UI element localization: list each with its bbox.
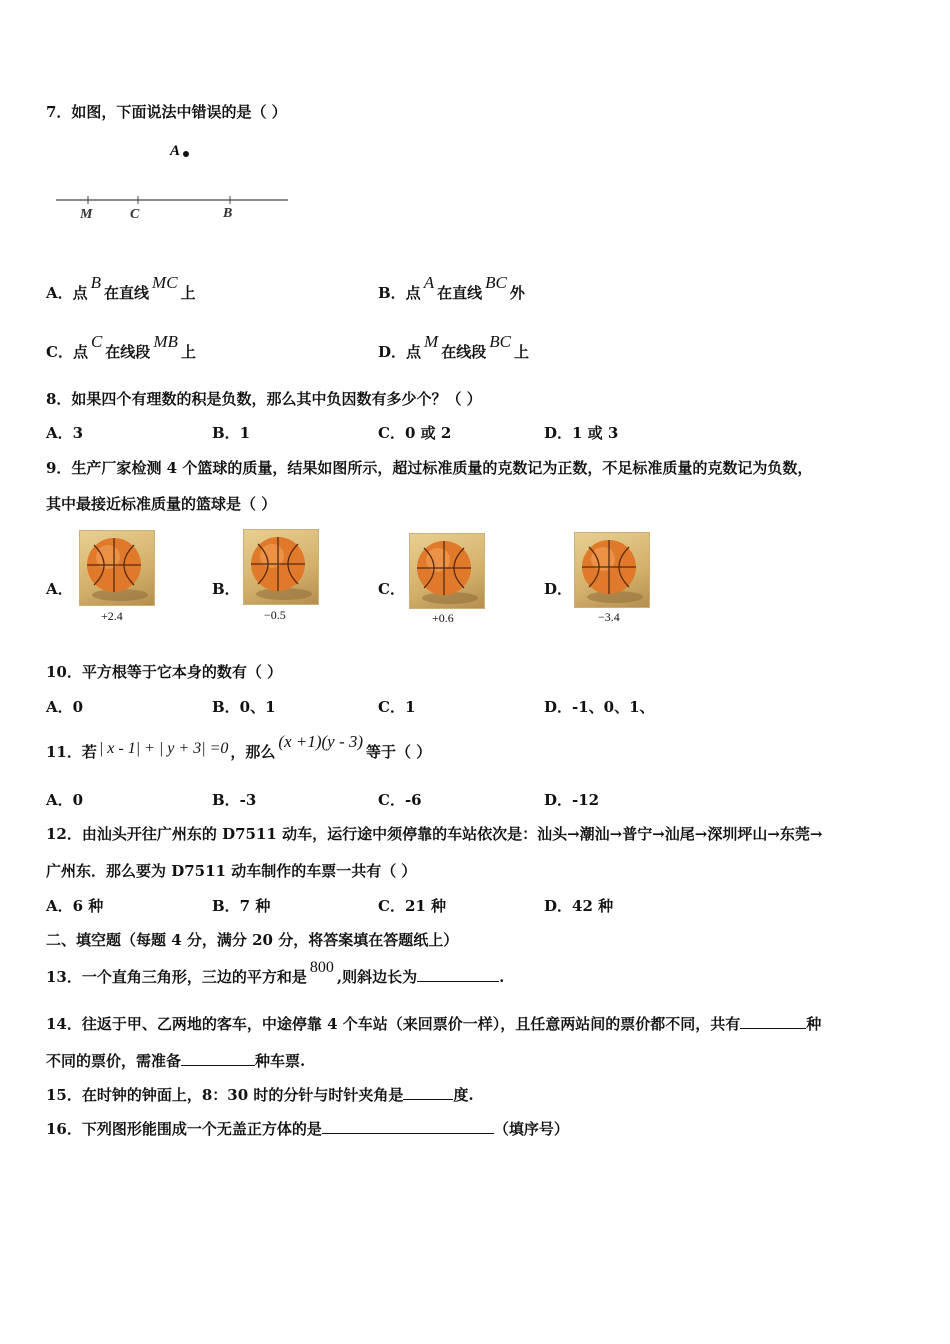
q7-option-d[interactable]: D．点M在线段BC上 [378, 332, 529, 361]
q9-value-a: +2.4 [101, 609, 123, 623]
q12-option-b[interactable]: B．7 种 [212, 897, 271, 915]
q11-option-b[interactable]: B．-3 [212, 791, 257, 809]
q9-option-b-label[interactable]: B． [212, 580, 240, 598]
q9-value-c: +0.6 [432, 611, 454, 625]
q14-answer-blank-2[interactable] [181, 1051, 255, 1066]
q13-stem: 13．一个直角三角形，三边的平方和是800,则斜边长为 . [46, 959, 505, 986]
q9-stem-line2: 其中最接近标准质量的篮球是（ ） [46, 495, 277, 513]
point-a-dot [183, 151, 189, 157]
q15-answer-blank[interactable] [403, 1085, 453, 1100]
q8-option-c[interactable]: C．0 或 2 [378, 424, 452, 442]
label-c: C [130, 207, 140, 222]
q11-expression: (x +1)(y - 3) [278, 732, 364, 751]
q12-option-c[interactable]: C．21 种 [378, 897, 447, 915]
q16-stem: 16．下列图形能围成一个无盖正方体的是 （填序号） [46, 1120, 569, 1138]
q16-answer-blank[interactable] [322, 1119, 494, 1134]
basketball-image [409, 533, 485, 609]
q7-figure [50, 140, 300, 230]
q9-option-d-label[interactable]: D． [544, 580, 573, 598]
q12-stem-line2: 广州东．那么要为 D7511 动车制作的车票一共有（ ） [46, 862, 417, 880]
q9-option-c-label[interactable]: C． [378, 580, 405, 598]
q10-stem: 10．平方根等于它本身的数有（ ） [46, 663, 283, 681]
q9-value-b: −0.5 [264, 608, 286, 622]
label-m: M [80, 207, 93, 222]
q11-stem: 11．若 | x - 1| + | y + 3| =0 ，那么(x +1)(y - 3)等于（ ） [46, 732, 432, 761]
q14-line2: 不同的票价，需准备 种车票. [46, 1052, 306, 1070]
q9-value-d: −3.4 [598, 610, 620, 624]
q12-stem-line1: 12．由汕头开往广州东的 D7511 动车，运行途中须停靠的车站依次是：汕头→潮汕→普宁→汕尾→深圳坪山→东莞→ [46, 825, 823, 843]
q10-option-b[interactable]: B．0、1 [212, 698, 276, 716]
q14-line1: 14．往返于甲、乙两地的客车，中途停靠 4 个车站（来回票价一样），且任意两站间的票价都不同，共有 种 [46, 1015, 822, 1033]
q11-option-a[interactable]: A．0 [46, 791, 84, 809]
q11-option-c[interactable]: C．-6 [378, 791, 422, 809]
q10-option-d[interactable]: D．-1、0、1、 [544, 698, 655, 716]
q8-option-d[interactable]: D．1 或 3 [544, 424, 619, 442]
basketball-image [243, 529, 319, 605]
q8-stem: 8．如果四个有理数的积是负数，那么其中负因数有多少个？（ ） [46, 390, 482, 408]
q11-option-d[interactable]: D．-12 [544, 791, 600, 809]
q7-option-b[interactable]: B．点A在直线BC外 [378, 273, 525, 302]
point-a-label: A [170, 143, 181, 159]
q9-stem-line1: 9．生产厂家检测 4 个篮球的质量，结果如图所示，超过标准质量的克数记为正数，不足标准质量的克数记为负数， [46, 459, 813, 477]
q10-option-c[interactable]: C．1 [378, 698, 416, 716]
q9-option-a-label[interactable]: A． [46, 580, 73, 598]
label-b: B [223, 206, 233, 221]
section-heading: 二、填空题（每题 4 分，满分 20 分，将答案填在答题纸上） [46, 931, 459, 949]
q8-option-a[interactable]: A．3 [46, 424, 84, 442]
basketball-image [574, 532, 650, 608]
q7-option-a[interactable]: A．点B在直线MC上 [46, 273, 196, 302]
q11-condition: | x - 1| + | y + 3| =0 [98, 740, 229, 757]
q12-option-a[interactable]: A．6 种 [46, 897, 104, 915]
basketball-image [79, 530, 155, 606]
q8-option-b[interactable]: B．1 [212, 424, 251, 442]
q14-answer-blank-1[interactable] [740, 1014, 806, 1029]
q10-option-a[interactable]: A．0 [46, 698, 84, 716]
q12-option-d[interactable]: D．42 种 [544, 897, 614, 915]
q13-answer-blank[interactable] [417, 967, 499, 982]
q7-option-c[interactable]: C．点C在线段MB上 [46, 332, 196, 361]
q15-stem: 15．在时钟的钟面上，8：30 时的分针与时针夹角是 度. [46, 1086, 474, 1104]
q7-stem: 7．如图，下面说法中错误的是（ ） [46, 103, 287, 121]
q13-value: 800 [309, 959, 334, 976]
